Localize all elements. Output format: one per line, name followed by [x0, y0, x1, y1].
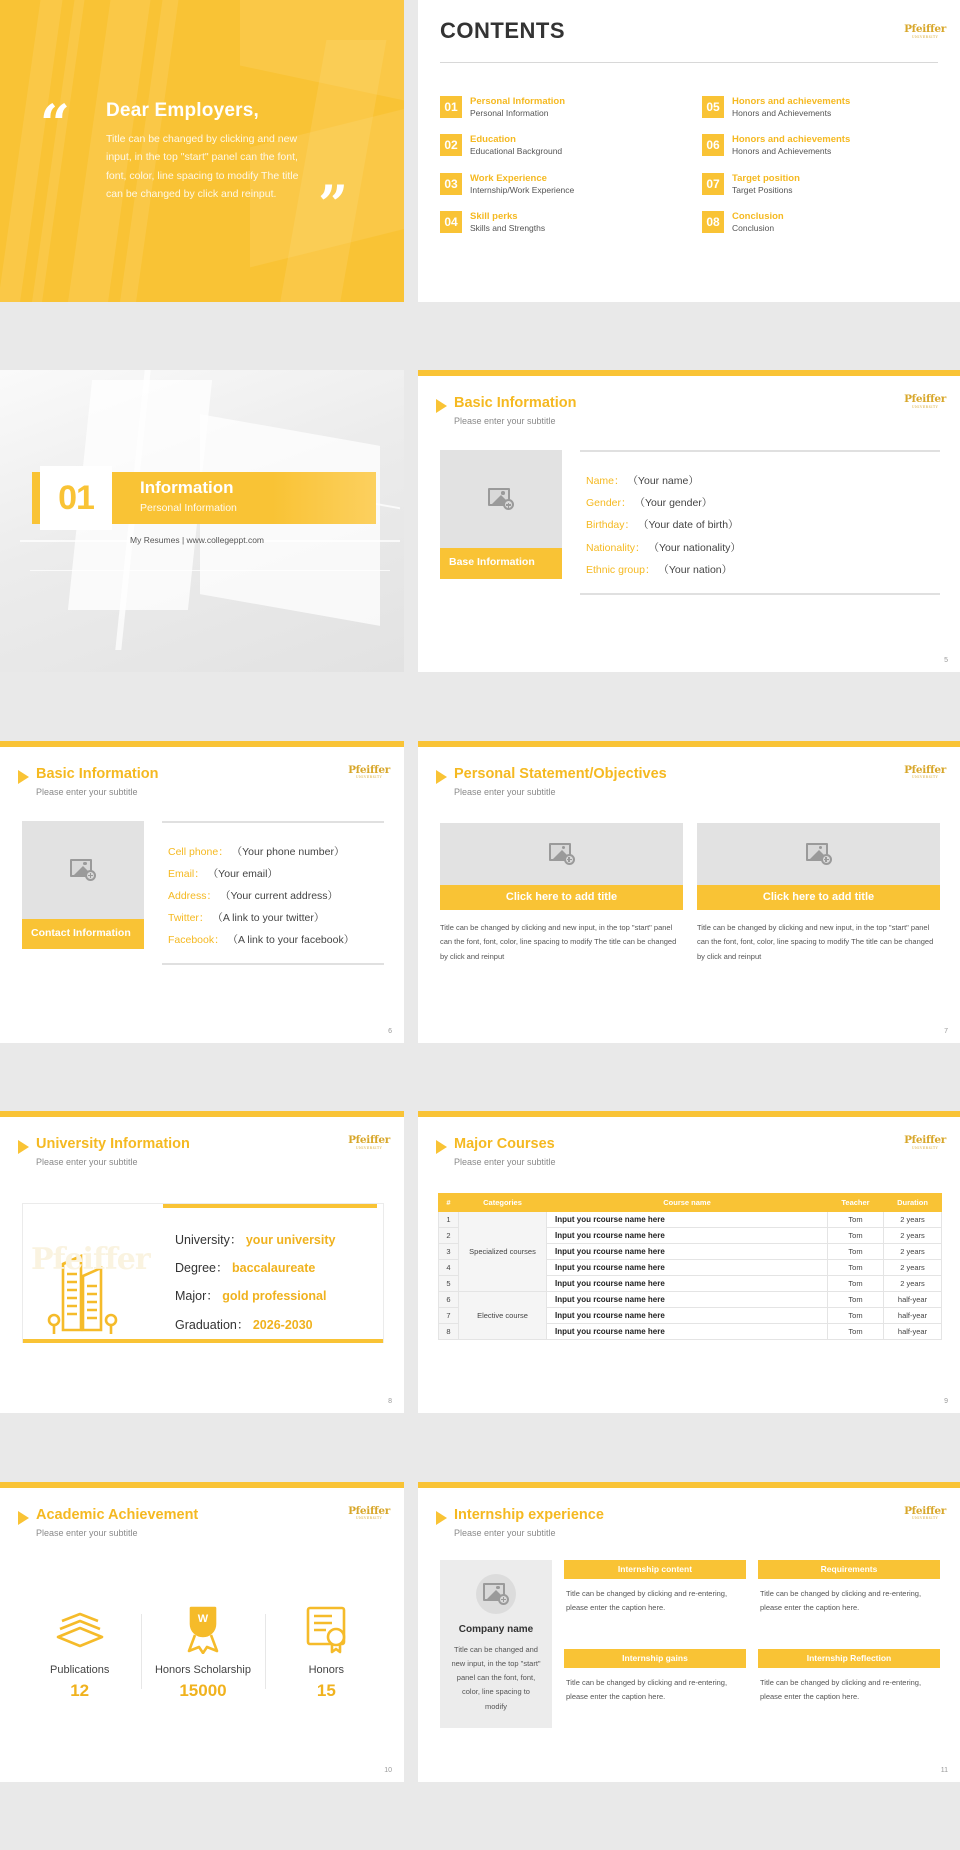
- info-label: Name：: [586, 475, 625, 488]
- brand-sub: UNIVERSITY: [355, 775, 383, 780]
- info-row: [168, 841, 384, 863]
- section-subtitle: Personal Information: [140, 502, 237, 515]
- university-label: Major：: [175, 1289, 219, 1304]
- internship-box-title[interactable]: Requirements: [758, 1560, 940, 1579]
- top-accent-bar: [0, 1111, 404, 1117]
- page-header: [436, 1137, 556, 1167]
- top-accent-bar: [0, 1482, 404, 1488]
- slide-academic-achievement: [0, 1482, 404, 1782]
- statement-description: Title can be changed by clicking and new input, in the top "start" panel can the font, font, color, line spacing to modify The title can be changed by click and reinput: [697, 922, 934, 962]
- brand-sub: UNIVERSITY: [355, 1516, 383, 1521]
- header-arrow-icon: [436, 1511, 447, 1525]
- page-number: 8: [388, 1398, 392, 1406]
- photo-card[interactable]: [22, 821, 144, 965]
- cell-duration[interactable]: half-year: [884, 1292, 942, 1308]
- internship-box: [758, 1560, 940, 1639]
- brand-name: Pfeiffer: [904, 23, 946, 35]
- page-subtitle: Please enter your subtitle: [36, 1527, 138, 1538]
- university-illustration: [23, 1204, 163, 1342]
- toc-item[interactable]: [702, 96, 946, 119]
- add-image-icon: [488, 488, 514, 510]
- cell-course-name[interactable]: Input you rcourse name here: [547, 1260, 828, 1276]
- certificate-icon: [269, 1602, 384, 1656]
- page-number: 5: [944, 657, 948, 665]
- toc-item[interactable]: [440, 96, 684, 119]
- info-label: Twitter：: [168, 911, 210, 924]
- brand-logo: [904, 765, 946, 780]
- brand-sub: UNIVERSITY: [911, 404, 939, 409]
- university-field-list: [163, 1204, 383, 1342]
- page-subtitle: Please enter your subtitle: [454, 1527, 556, 1538]
- toc-label: Skill perks: [470, 211, 518, 223]
- toc-number: 06: [702, 134, 724, 156]
- slide-section-divider: [0, 370, 404, 672]
- cell-duration[interactable]: half-year: [884, 1308, 942, 1324]
- column-header-duration: Duration: [884, 1194, 942, 1212]
- brand-sub: UNIVERSITY: [911, 1145, 939, 1150]
- info-value[interactable]: （Your email）: [207, 867, 278, 880]
- add-image-icon: [549, 843, 575, 865]
- toc-item[interactable]: [440, 211, 684, 234]
- section-title: Information: [140, 478, 234, 498]
- toc-item[interactable]: [702, 211, 946, 234]
- top-accent-bar: [418, 1111, 960, 1117]
- university-value[interactable]: gold professional: [222, 1289, 327, 1304]
- header-arrow-icon: [18, 1511, 29, 1525]
- cell-index: 6: [439, 1292, 459, 1308]
- cell-teacher[interactable]: Tom: [828, 1244, 884, 1260]
- cell-index: 3: [439, 1244, 459, 1260]
- section-number-box: [40, 466, 112, 530]
- university-row: [175, 1226, 383, 1254]
- internship-box-title[interactable]: Internship gains: [564, 1649, 746, 1668]
- info-label: Email：: [168, 867, 205, 880]
- info-label: Address：: [168, 889, 218, 902]
- university-value[interactable]: baccalaureate: [231, 1261, 316, 1276]
- cell-duration[interactable]: 2 years: [884, 1260, 942, 1276]
- section-footer: My Resumes | www.collegeppt.com: [130, 535, 265, 546]
- brand-logo: [348, 1135, 390, 1150]
- info-row: [168, 907, 384, 929]
- cover-quote-block: [0, 0, 404, 302]
- internship-box: [758, 1649, 940, 1728]
- cell-course-name[interactable]: Input you rcourse name here: [547, 1324, 828, 1340]
- cell-course-name[interactable]: Input you rcourse name here: [547, 1276, 828, 1292]
- toc-item[interactable]: [702, 134, 946, 157]
- achievement-value: 15000: [179, 1680, 227, 1700]
- cell-duration[interactable]: half-year: [884, 1324, 942, 1340]
- top-accent-bar: [418, 741, 960, 747]
- page-header: [18, 767, 158, 797]
- internship-box-body: Title can be changed by clicking and re-entering, please enter the caption here.: [760, 1588, 922, 1613]
- image-placeholder[interactable]: [22, 821, 144, 919]
- brand-sub: UNIVERSITY: [355, 1145, 383, 1150]
- image-placeholder[interactable]: [697, 823, 940, 885]
- cell-duration[interactable]: 2 years: [884, 1244, 942, 1260]
- university-label: Degree：: [175, 1261, 229, 1276]
- achievement-value: 15: [316, 1680, 336, 1700]
- university-label: University：: [175, 1233, 243, 1248]
- add-image-icon: [70, 859, 96, 881]
- toc-label: Education: [470, 134, 516, 146]
- cell-teacher[interactable]: Tom: [828, 1212, 884, 1228]
- info-row: [586, 470, 940, 492]
- page-title: Personal Statement/Objectives: [454, 765, 667, 782]
- cell-category-specialized: Specialized courses: [459, 1212, 547, 1292]
- medal-icon: [145, 1602, 260, 1656]
- toc-sublabel: Personal Information: [470, 107, 549, 118]
- internship-box: [564, 1649, 746, 1728]
- column-header-categories: Categories: [459, 1194, 547, 1212]
- toc-label: Honors and achievements: [732, 134, 851, 146]
- books-icon: [22, 1602, 137, 1656]
- brand-name: Pfeiffer: [348, 763, 390, 776]
- slide-basic-information: [418, 370, 960, 672]
- info-row: [586, 559, 940, 581]
- toc-label: Conclusion: [732, 211, 784, 223]
- brand-name: Pfeiffer: [904, 1504, 946, 1517]
- top-accent-bar: [418, 1482, 960, 1488]
- cell-index: 5: [439, 1276, 459, 1292]
- cell-index: 2: [439, 1228, 459, 1244]
- toc-number: 05: [702, 96, 724, 118]
- info-label: Facebook：: [168, 933, 225, 946]
- page-header: [436, 396, 576, 426]
- page-subtitle: Please enter your subtitle: [454, 416, 556, 427]
- slide-major-courses: [418, 1111, 960, 1413]
- column-header-teacher: Teacher: [828, 1194, 884, 1212]
- page-header: [436, 767, 667, 797]
- achievement-item: [265, 1602, 388, 1701]
- brand-logo: [348, 1506, 390, 1521]
- slide-contact-information: [0, 741, 404, 1043]
- statement-column: [697, 823, 940, 965]
- info-value[interactable]: （A link to your facebook）: [227, 933, 355, 946]
- page-title: CONTENTS: [440, 18, 565, 43]
- header-arrow-icon: [436, 1140, 447, 1154]
- column-header-index: #: [439, 1194, 459, 1212]
- brand-logo: [904, 394, 946, 409]
- achievement-item: [141, 1602, 264, 1701]
- cell-teacher[interactable]: Tom: [828, 1228, 884, 1244]
- slide-university-information: [0, 1111, 404, 1413]
- brand-logo: [904, 1135, 946, 1150]
- info-value[interactable]: （Your phone number）: [231, 845, 345, 858]
- cell-course-name[interactable]: Input you rcourse name here: [547, 1244, 828, 1260]
- add-title-button[interactable]: Click here to add title: [697, 885, 940, 910]
- photo-caption: Base Information: [440, 548, 562, 578]
- toc-item[interactable]: [440, 134, 684, 157]
- toc-number: 03: [440, 173, 462, 195]
- page-subtitle: Please enter your subtitle: [454, 786, 556, 797]
- achievement-label: Honors Scholarship: [154, 1663, 251, 1676]
- section-number: 01: [58, 478, 94, 517]
- info-value[interactable]: （Your nation）: [658, 563, 733, 576]
- internship-box-title[interactable]: Internship Reflection: [758, 1649, 940, 1668]
- info-field-list: [580, 450, 940, 594]
- toc-sublabel: Honors and Achievements: [732, 146, 832, 157]
- page-number: 9: [944, 1398, 948, 1406]
- cell-index: 1: [439, 1212, 459, 1228]
- internship-box-title[interactable]: Internship content: [564, 1560, 746, 1579]
- cover-title: Dear Employers,: [106, 100, 259, 121]
- table-row: [439, 1212, 942, 1228]
- svg-text:W: W: [197, 1612, 209, 1625]
- slide-personal-statement: [418, 741, 960, 1043]
- cell-duration[interactable]: 2 years: [884, 1276, 942, 1292]
- info-row: [168, 863, 384, 885]
- section-arrow-icon: [112, 487, 124, 509]
- cell-teacher[interactable]: Tom: [828, 1308, 884, 1324]
- info-label: Birthday：: [586, 519, 636, 532]
- info-value[interactable]: （Your date of birth）: [637, 519, 739, 532]
- info-row: [586, 514, 940, 536]
- info-row: [168, 929, 384, 951]
- toc-sublabel: Honors and Achievements: [732, 107, 832, 118]
- header-arrow-icon: [436, 399, 447, 413]
- info-label: Nationality：: [586, 541, 646, 554]
- cell-course-name[interactable]: Input you rcourse name here: [547, 1308, 828, 1324]
- cell-teacher[interactable]: Tom: [828, 1324, 884, 1340]
- page-title: Basic Information: [36, 765, 159, 782]
- brand-logo: [904, 1506, 946, 1521]
- top-accent-bar: [418, 370, 960, 376]
- info-value[interactable]: （Your current address）: [219, 889, 339, 902]
- page-header: [436, 1508, 604, 1538]
- cell-teacher[interactable]: Tom: [828, 1276, 884, 1292]
- page-title: University Information: [36, 1136, 190, 1153]
- add-image-icon: [806, 843, 832, 865]
- quote-close-icon: ”: [318, 175, 348, 236]
- toc-number: 01: [440, 96, 462, 118]
- cell-course-name[interactable]: Input you rcourse name here: [547, 1228, 828, 1244]
- page-title: Internship experience: [454, 1506, 604, 1523]
- company-name[interactable]: Company name: [458, 1623, 534, 1635]
- achievement-value: 12: [70, 1680, 90, 1700]
- cell-course-name[interactable]: Input you rcourse name here: [547, 1292, 828, 1308]
- university-label: Graduation：: [175, 1317, 250, 1332]
- toc-sublabel: Conclusion: [732, 222, 775, 233]
- toc-item[interactable]: [702, 173, 946, 196]
- toc-number: 08: [702, 211, 724, 233]
- quote-open-icon: “: [40, 94, 70, 155]
- page-number: 7: [944, 1027, 948, 1035]
- info-value[interactable]: （Your nationality）: [648, 541, 741, 554]
- page-number: 10: [384, 1766, 392, 1774]
- brand-name: Pfeiffer: [904, 763, 946, 776]
- page-subtitle: Please enter your subtitle: [36, 1157, 138, 1168]
- header-arrow-icon: [436, 770, 447, 784]
- image-placeholder[interactable]: [440, 450, 562, 548]
- cell-course-name[interactable]: Input you rcourse name here: [547, 1212, 828, 1228]
- table-header-row: [439, 1194, 942, 1212]
- achievement-item: [18, 1602, 141, 1701]
- add-image-icon: [483, 1583, 509, 1605]
- company-description: Title can be changed and new input, in the top "start" panel can the font, font, color, line spacing to modify: [451, 1644, 541, 1711]
- cover-body-text: Title can be changed by clicking and new input, in the top "start" panel can the font, font, color, line spacing to modify The title can be changed by click and reinput.: [106, 133, 299, 201]
- statement-description: Title can be changed by clicking and new input, in the top "start" panel can the font, font, color, line spacing to modify The title can be changed by click and reinput: [440, 922, 677, 962]
- cell-teacher[interactable]: Tom: [828, 1292, 884, 1308]
- brand-logo: [904, 24, 946, 39]
- university-row: [175, 1282, 383, 1310]
- company-logo-placeholder[interactable]: [476, 1574, 516, 1614]
- image-placeholder[interactable]: [440, 823, 683, 885]
- watermark-text: Pfeiffer: [31, 1242, 150, 1278]
- page-title: Major Courses: [454, 1136, 555, 1153]
- internship-box-body: Title can be changed by clicking and re-entering, please enter the caption here.: [566, 1588, 728, 1613]
- toc-label: Work Experience: [470, 172, 547, 184]
- info-label: Gender：: [586, 497, 632, 510]
- toc-label: Target position: [732, 172, 800, 184]
- add-title-button[interactable]: Click here to add title: [440, 885, 683, 910]
- info-row: [586, 537, 940, 559]
- info-field-list: [162, 821, 384, 965]
- brand-name: Pfeiffer: [348, 1134, 390, 1147]
- achievement-label: Publications: [50, 1663, 110, 1676]
- toc-sublabel: Internship/Work Experience: [470, 184, 575, 195]
- brand-sub: UNIVERSITY: [911, 34, 939, 39]
- info-row: [586, 492, 940, 514]
- internship-box-body: Title can be changed by clicking and re-entering, please enter the caption here.: [760, 1677, 922, 1702]
- info-value[interactable]: （Your gender）: [634, 497, 713, 510]
- brand-name: Pfeiffer: [348, 1504, 390, 1517]
- slide-contents: [418, 0, 960, 302]
- achievement-label: Honors: [308, 1663, 345, 1676]
- page-subtitle: Please enter your subtitle: [454, 1157, 556, 1168]
- cell-index: 7: [439, 1308, 459, 1324]
- header-arrow-icon: [18, 1140, 29, 1154]
- page-header: [18, 1137, 190, 1167]
- page-header: [18, 1508, 198, 1538]
- toc-sublabel: Target Positions: [732, 184, 793, 195]
- photo-card[interactable]: [440, 450, 562, 594]
- toc-label: Personal Information: [470, 96, 566, 107]
- cell-category-elective: Elective course: [459, 1292, 547, 1340]
- brand-sub: UNIVERSITY: [911, 1516, 939, 1521]
- university-value[interactable]: your university: [245, 1233, 336, 1248]
- internship-box: [564, 1560, 746, 1639]
- company-card: [440, 1560, 552, 1728]
- toc-sublabel: Educational Background: [470, 146, 563, 157]
- toc-number: 04: [440, 211, 462, 233]
- toc-item[interactable]: [440, 173, 684, 196]
- brand-sub: UNIVERSITY: [911, 775, 939, 780]
- internship-box-body: Title can be changed by clicking and re-entering, please enter the caption here.: [566, 1677, 728, 1702]
- cell-index: 8: [439, 1324, 459, 1340]
- table-row: [439, 1292, 942, 1308]
- page-title: Academic Achievement: [36, 1506, 199, 1523]
- table-of-contents: [440, 96, 946, 234]
- header-arrow-icon: [18, 770, 29, 784]
- toc-number: 07: [702, 173, 724, 195]
- cell-duration[interactable]: 2 years: [884, 1228, 942, 1244]
- brand-logo: [348, 765, 390, 780]
- brand-name: Pfeiffer: [904, 393, 946, 406]
- slide-internship-experience: [418, 1482, 960, 1782]
- university-row: [175, 1311, 383, 1339]
- info-label: Ethnic group：: [586, 563, 656, 576]
- courses-table: [438, 1193, 942, 1340]
- toc-sublabel: Skills and Strengths: [470, 222, 546, 233]
- toc-label: Honors and achievements: [732, 96, 851, 107]
- info-value[interactable]: （Your name）: [627, 475, 699, 488]
- page-number: 11: [940, 1766, 948, 1774]
- top-accent-bar: [0, 741, 404, 747]
- toc-number: 02: [440, 134, 462, 156]
- statement-column: [440, 823, 683, 965]
- info-row: [168, 885, 384, 907]
- page-number: 6: [388, 1027, 392, 1035]
- cell-teacher[interactable]: Tom: [828, 1260, 884, 1276]
- title-divider: [440, 62, 938, 63]
- slide-cover: [0, 0, 404, 302]
- brand-name: Pfeiffer: [904, 1134, 946, 1147]
- cell-index: 4: [439, 1260, 459, 1276]
- cell-duration[interactable]: 2 years: [884, 1212, 942, 1228]
- page-subtitle: Please enter your subtitle: [36, 786, 138, 797]
- page-title: Basic Information: [454, 395, 577, 412]
- university-row: [175, 1254, 383, 1282]
- column-header-course-name: Course name: [547, 1194, 828, 1212]
- info-value[interactable]: （A link to your twitter）: [212, 911, 325, 924]
- info-label: Cell phone：: [168, 845, 229, 858]
- photo-caption: Contact Information: [22, 919, 144, 949]
- university-value[interactable]: 2026-2030: [252, 1317, 313, 1332]
